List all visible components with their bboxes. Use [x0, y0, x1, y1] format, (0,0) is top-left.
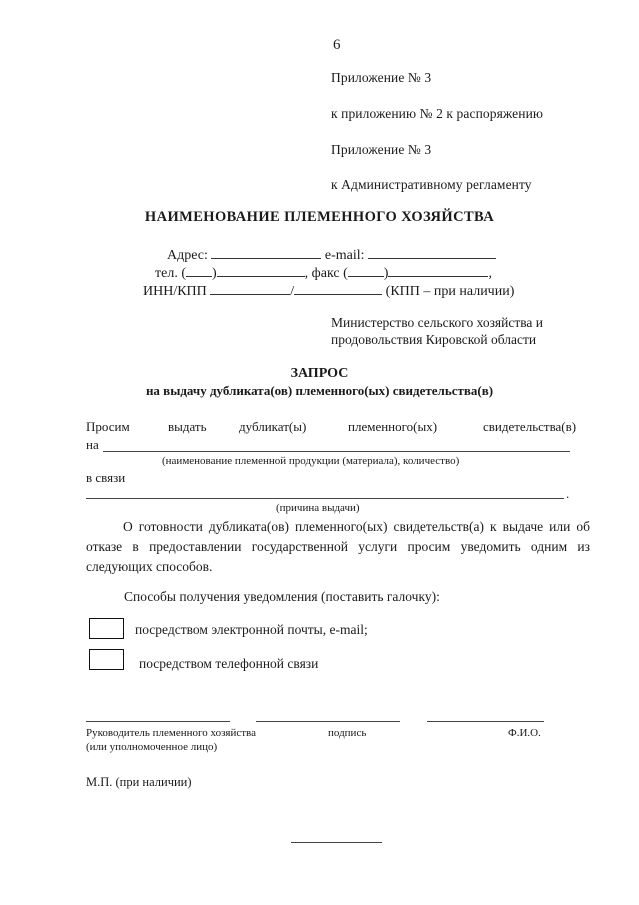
recipient-line-1: Министерство сельского хозяйства и [331, 315, 544, 330]
signature-line[interactable] [256, 721, 400, 722]
closing-rule [291, 842, 382, 843]
request-title: ЗАПРОС [290, 366, 349, 381]
email-checkbox[interactable] [89, 618, 124, 639]
signature-label: подпись [328, 727, 367, 739]
request-subtitle: на выдачу дубликата(ов) племенного(ых) свидетельства(в) [145, 383, 494, 398]
inn-slash: / [290, 284, 295, 299]
request-word-4: племенного(ых) [348, 419, 438, 434]
phone-row [155, 264, 492, 282]
phone-checkbox[interactable] [89, 649, 124, 670]
recipient-line-2: продовольствия Кировской области [331, 332, 537, 347]
stamp-note: М.П. (при наличии) [86, 775, 192, 789]
appendix-line-4: к Административному регламенту [331, 177, 532, 192]
request-word-2: выдать [168, 419, 207, 434]
phone-code-field[interactable] [186, 264, 212, 277]
product-note: (наименование племенной продукции (материала), количество) [162, 455, 460, 467]
phone-bracket: ) [211, 266, 217, 281]
address-field[interactable] [211, 246, 321, 259]
inn-label: ИНН/КПП [143, 284, 207, 299]
kpp-note: (КПП – при наличии) [385, 284, 515, 299]
product-line[interactable] [103, 451, 570, 452]
inn-field[interactable] [210, 282, 290, 295]
in-connection-label: в связи [86, 470, 126, 485]
phone-label: тел. ( [155, 266, 186, 281]
name-label: Ф.И.О. [508, 727, 541, 739]
fax-code-field[interactable] [348, 264, 384, 277]
on-label: на [86, 437, 99, 452]
reason-period: . [566, 486, 570, 501]
appendix-line-2: к приложению № 2 к распоряжению [331, 106, 544, 121]
phone-field[interactable] [217, 264, 305, 277]
phone-option-label: посредством телефонной связи [139, 656, 319, 671]
fax-label: , факс ( [304, 266, 348, 281]
org-title: НАИМЕНОВАНИЕ ПЛЕМЕННОГО ХОЗЯЙСТВА [144, 209, 495, 225]
readiness-paragraph: О готовности дубликата(ов) племенного(ых) свидетельств(а) к выдаче или об отказе в предоставлении государственной услуги просим уведомить одним из следующих способов. [86, 519, 590, 574]
request-word-3: дубликат(ы) [239, 419, 307, 434]
head-label-1: Руководитель племенного хозяйства [86, 727, 256, 739]
head-signature-line[interactable] [86, 721, 230, 722]
appendix-line-3: Приложение № 3 [331, 142, 432, 157]
notification-heading: Способы получения уведомления (поставить галочку): [124, 589, 440, 604]
kpp-field[interactable] [294, 282, 382, 295]
email-field[interactable] [368, 246, 496, 259]
page-number: 6 [333, 37, 341, 53]
name-line[interactable] [427, 721, 544, 722]
email-option-label: посредством электронной почты, e-mail; [135, 622, 368, 637]
email-label: e-mail: [324, 248, 365, 263]
inn-row [143, 282, 514, 300]
reason-line[interactable] [86, 498, 564, 499]
address-row [167, 246, 496, 264]
fax-bracket: ) [383, 266, 389, 281]
appendix-line-1: Приложение № 3 [331, 70, 432, 85]
fax-field[interactable] [388, 264, 488, 277]
request-word-5: свидетельства(в) [483, 419, 577, 434]
request-word-1: Просим [86, 419, 130, 434]
head-label-2: (или уполномоченное лицо) [86, 741, 218, 753]
reason-note: (причина выдачи) [276, 502, 360, 514]
fax-comma: , [488, 266, 492, 281]
address-label: Адрес: [167, 248, 208, 263]
